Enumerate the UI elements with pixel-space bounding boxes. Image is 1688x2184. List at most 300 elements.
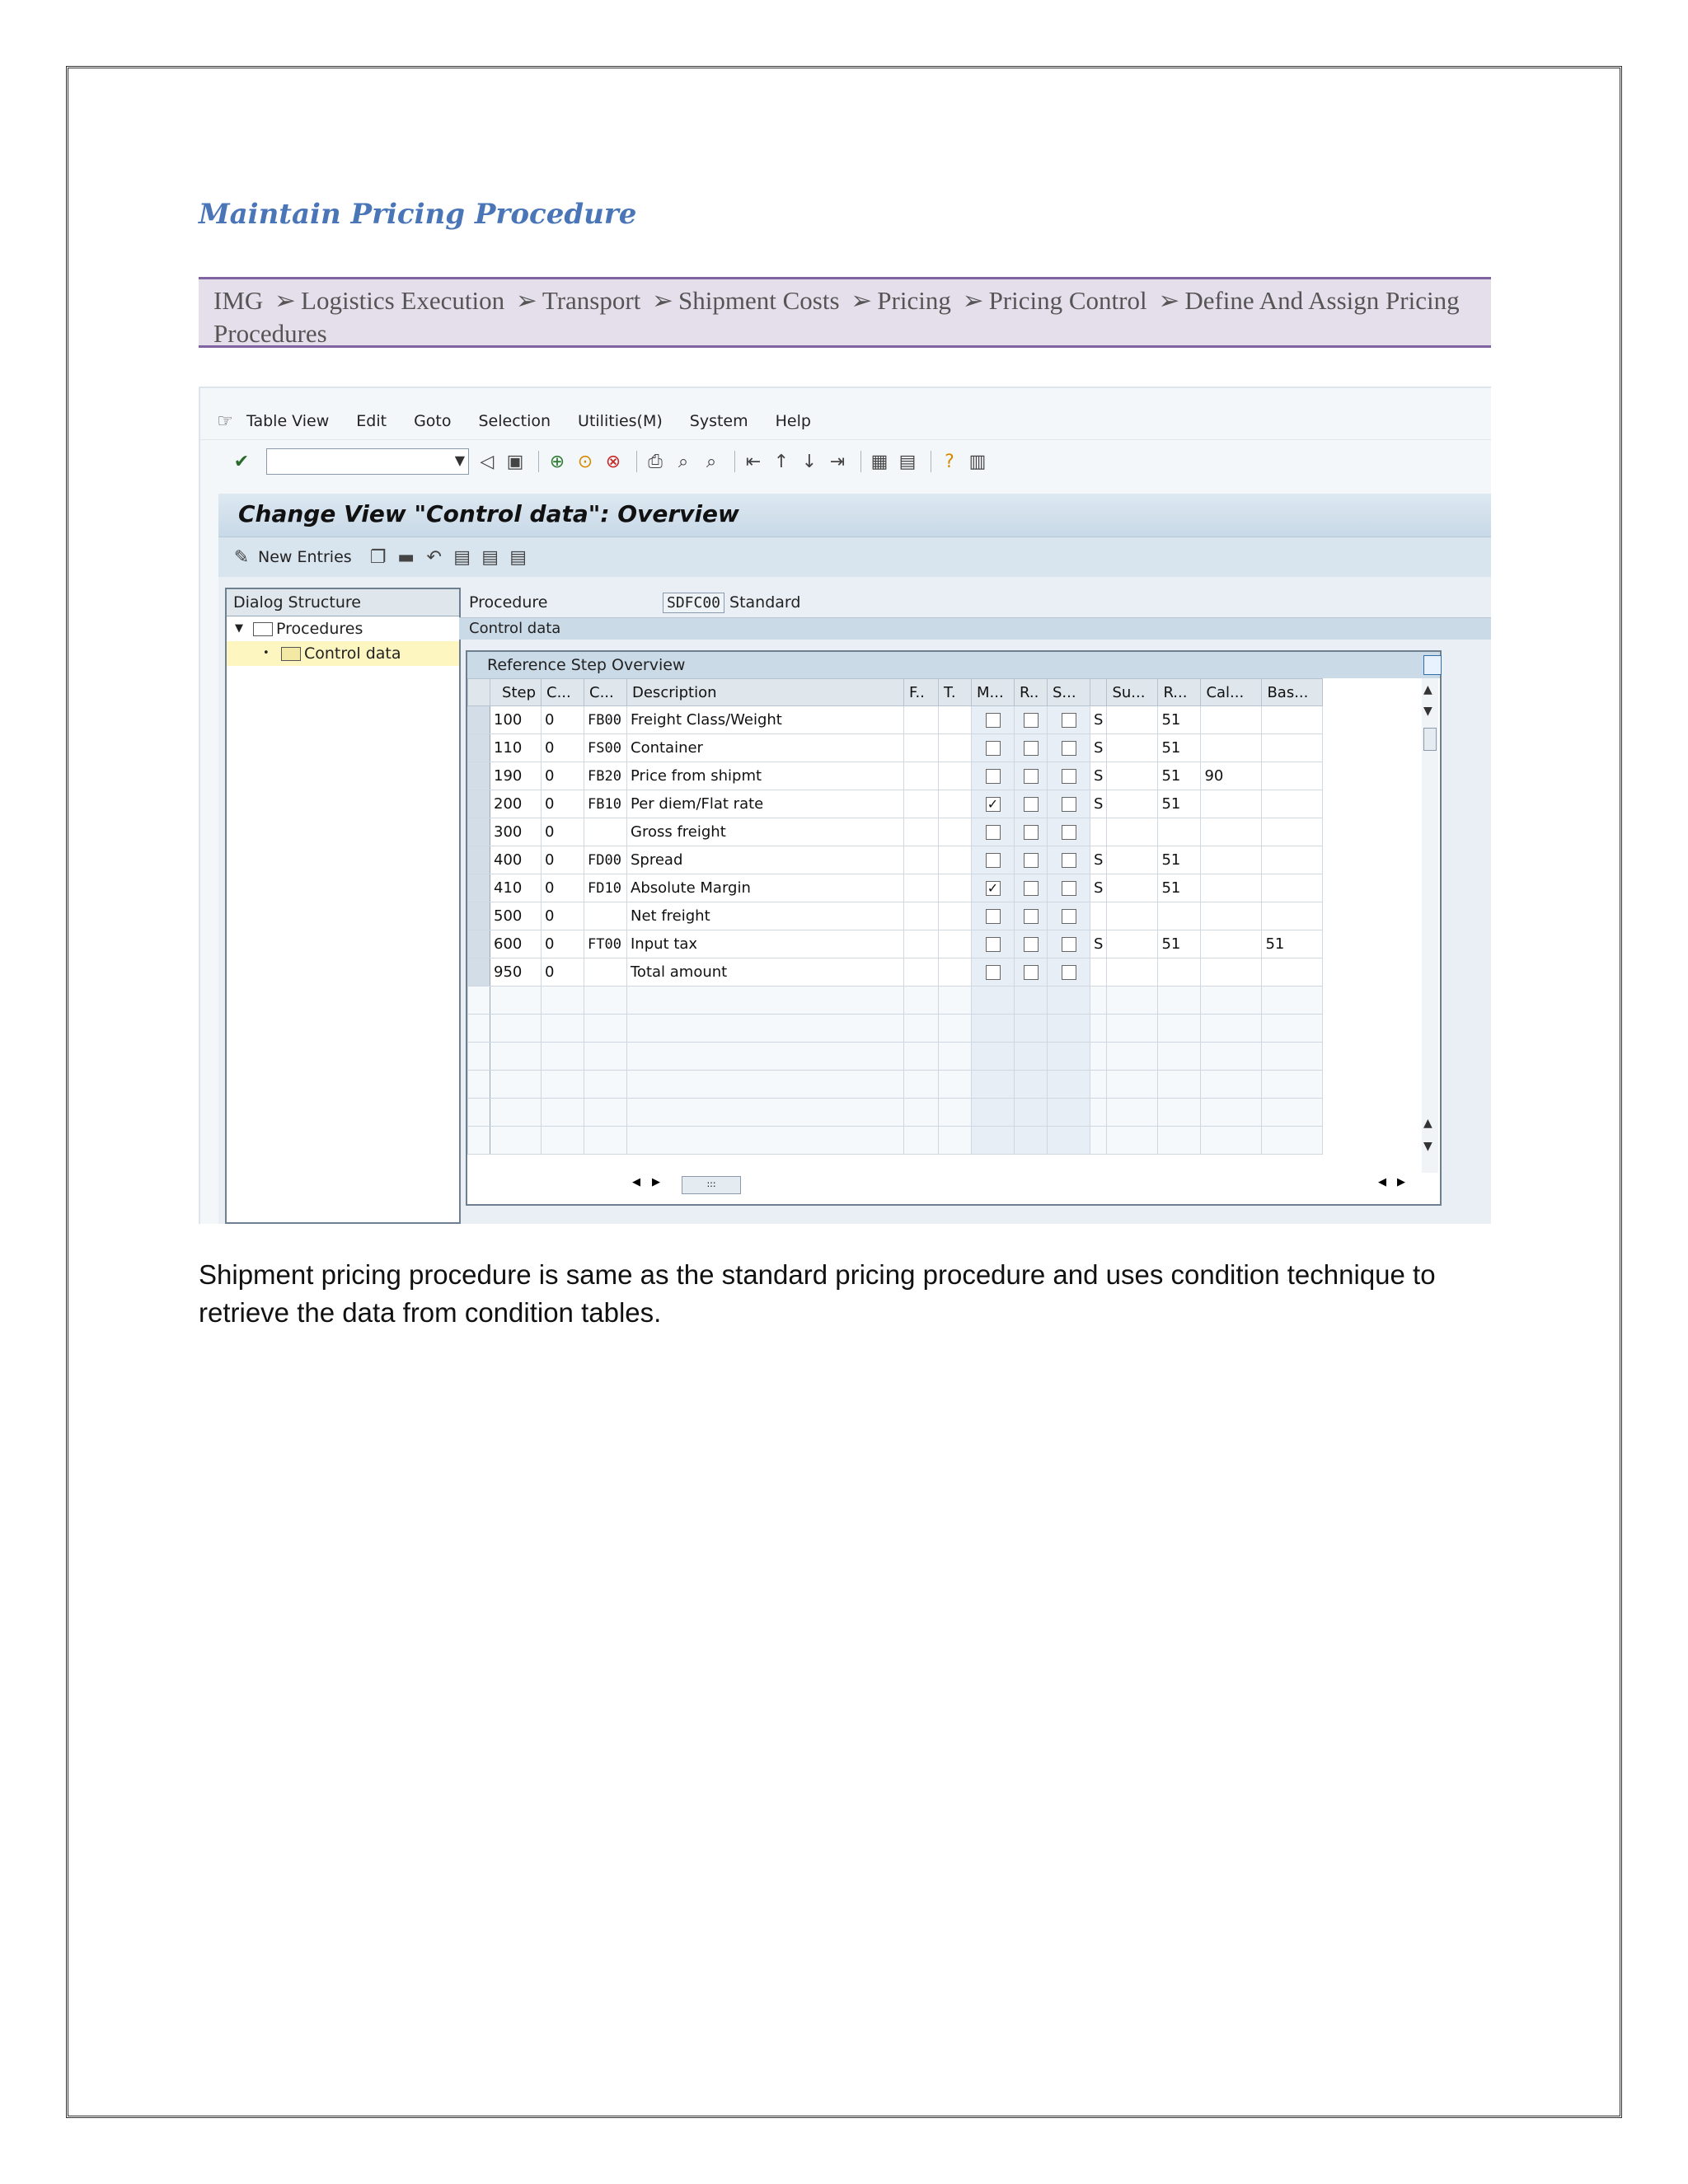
- col-header-step[interactable]: Step: [490, 679, 542, 706]
- table-row[interactable]: [468, 706, 1323, 734]
- empty-cell[interactable]: [1107, 1099, 1158, 1127]
- empty-cell[interactable]: [490, 987, 542, 1015]
- empty-cell[interactable]: [584, 1043, 627, 1071]
- save-icon[interactable]: ▣: [506, 451, 524, 472]
- subtotal-flag-cell[interactable]: S: [1090, 930, 1107, 958]
- col-header-counter[interactable]: C...: [542, 679, 584, 706]
- row-selector[interactable]: [468, 818, 490, 846]
- checkbox[interactable]: [1062, 909, 1076, 924]
- empty-cell[interactable]: [627, 1127, 904, 1155]
- subtotal-flag-cell[interactable]: S: [1090, 874, 1107, 902]
- checkbox[interactable]: [1024, 881, 1039, 896]
- row-selector[interactable]: [468, 790, 490, 818]
- empty-cell[interactable]: [468, 1043, 490, 1071]
- empty-cell[interactable]: [1201, 1071, 1262, 1099]
- row-selector[interactable]: [468, 902, 490, 930]
- scroll-right-icon[interactable]: ▶: [652, 1176, 660, 1188]
- counter-cell[interactable]: 0: [542, 790, 584, 818]
- to-cell[interactable]: [939, 734, 972, 762]
- to-cell[interactable]: [939, 930, 972, 958]
- empty-cell[interactable]: [1048, 987, 1090, 1015]
- col-header-required[interactable]: R..: [1015, 679, 1048, 706]
- scroll-page-down-icon[interactable]: ▼: [1423, 1140, 1432, 1153]
- subtotal-cell[interactable]: [1107, 734, 1158, 762]
- subtotal-cell[interactable]: [1107, 846, 1158, 874]
- subtotal-cell[interactable]: [1107, 790, 1158, 818]
- empty-cell[interactable]: [939, 1071, 972, 1099]
- counter-cell[interactable]: 0: [542, 818, 584, 846]
- condition-type-cell[interactable]: FB10: [584, 790, 627, 818]
- empty-cell[interactable]: [584, 1071, 627, 1099]
- enter-check-icon[interactable]: ✔: [233, 451, 250, 472]
- empty-cell[interactable]: [542, 1099, 584, 1127]
- table-row[interactable]: [468, 902, 1323, 930]
- empty-cell[interactable]: [542, 987, 584, 1015]
- counter-cell[interactable]: 0: [542, 734, 584, 762]
- condition-type-cell[interactable]: FB20: [584, 762, 627, 790]
- empty-cell[interactable]: [468, 1071, 490, 1099]
- from-cell[interactable]: [904, 734, 939, 762]
- empty-cell[interactable]: [1090, 1015, 1107, 1043]
- table-row[interactable]: [468, 790, 1323, 818]
- empty-cell[interactable]: [972, 1015, 1015, 1043]
- checkbox[interactable]: [1024, 797, 1039, 812]
- description-cell[interactable]: Per diem/Flat rate: [627, 790, 904, 818]
- counter-cell[interactable]: 0: [542, 846, 584, 874]
- subtotal-cell[interactable]: [1107, 706, 1158, 734]
- condition-type-cell[interactable]: [584, 818, 627, 846]
- empty-cell[interactable]: [1158, 987, 1201, 1015]
- checkbox[interactable]: [986, 937, 1001, 952]
- requirement-cell[interactable]: 51: [1158, 874, 1201, 902]
- empty-cell[interactable]: [1201, 1099, 1262, 1127]
- description-cell[interactable]: Container: [627, 734, 904, 762]
- calc-type-cell[interactable]: [1201, 874, 1262, 902]
- step-cell[interactable]: 110: [490, 734, 542, 762]
- counter-cell[interactable]: 0: [542, 706, 584, 734]
- empty-cell[interactable]: [490, 1099, 542, 1127]
- select-all-icon[interactable]: ▤: [453, 546, 471, 568]
- menu-help[interactable]: Help: [775, 412, 811, 430]
- scroll-up-icon[interactable]: ▲: [1423, 683, 1432, 696]
- row-selector[interactable]: [468, 874, 490, 902]
- table-row[interactable]: [468, 846, 1323, 874]
- empty-cell[interactable]: [1048, 1043, 1090, 1071]
- empty-cell[interactable]: [1048, 1015, 1090, 1043]
- select-block-icon[interactable]: ▤: [481, 546, 499, 568]
- empty-cell[interactable]: [1048, 1071, 1090, 1099]
- horizontal-scrollbar[interactable]: [632, 1169, 1415, 1197]
- requirement-cell[interactable]: [1158, 818, 1201, 846]
- empty-cell[interactable]: [542, 1015, 584, 1043]
- empty-cell[interactable]: [1090, 1127, 1107, 1155]
- checkbox[interactable]: [986, 713, 1001, 728]
- empty-cell[interactable]: [468, 1015, 490, 1043]
- base-type-cell[interactable]: [1262, 734, 1323, 762]
- empty-cell[interactable]: [939, 987, 972, 1015]
- last-page-icon[interactable]: ⇥: [829, 451, 846, 472]
- empty-cell[interactable]: [1158, 1015, 1201, 1043]
- requirement-cell[interactable]: 51: [1158, 846, 1201, 874]
- counter-cell[interactable]: 0: [542, 874, 584, 902]
- checkbox[interactable]: [1062, 797, 1076, 812]
- checkbox[interactable]: [1024, 713, 1039, 728]
- counter-cell[interactable]: 0: [542, 902, 584, 930]
- table-row[interactable]: [468, 930, 1323, 958]
- empty-cell[interactable]: [542, 1127, 584, 1155]
- empty-table-row[interactable]: [468, 1099, 1323, 1127]
- menu-utilities[interactable]: Utilities(M): [578, 412, 663, 430]
- from-cell[interactable]: [904, 818, 939, 846]
- dropdown-icon[interactable]: ▼: [454, 452, 465, 468]
- condition-type-cell[interactable]: [584, 958, 627, 987]
- base-type-cell[interactable]: [1262, 902, 1323, 930]
- step-cell[interactable]: 500: [490, 902, 542, 930]
- empty-cell[interactable]: [490, 1015, 542, 1043]
- empty-cell[interactable]: [1015, 1099, 1048, 1127]
- checkbox[interactable]: [1062, 741, 1076, 756]
- empty-cell[interactable]: [904, 987, 939, 1015]
- empty-cell[interactable]: [1262, 1043, 1323, 1071]
- empty-cell[interactable]: [1090, 1099, 1107, 1127]
- checkbox[interactable]: [1024, 769, 1039, 784]
- base-type-cell[interactable]: [1262, 818, 1323, 846]
- checkbox[interactable]: [986, 825, 1001, 840]
- empty-cell[interactable]: [627, 1099, 904, 1127]
- deselect-all-icon[interactable]: ▤: [509, 546, 528, 568]
- calc-type-cell[interactable]: [1201, 930, 1262, 958]
- checkbox[interactable]: [986, 853, 1001, 868]
- menu-edit[interactable]: Edit: [356, 412, 387, 430]
- exit-icon[interactable]: ⊙: [577, 451, 593, 472]
- new-session-icon[interactable]: ▦: [870, 451, 889, 472]
- calc-type-cell[interactable]: [1201, 902, 1262, 930]
- from-cell[interactable]: [904, 706, 939, 734]
- description-cell[interactable]: Absolute Margin: [627, 874, 904, 902]
- tree-node-control-data[interactable]: [227, 641, 459, 666]
- base-type-cell[interactable]: [1262, 958, 1323, 987]
- empty-cell[interactable]: [1201, 987, 1262, 1015]
- base-type-cell[interactable]: 51: [1262, 930, 1323, 958]
- base-type-cell[interactable]: [1262, 874, 1323, 902]
- empty-table-row[interactable]: [468, 1015, 1323, 1043]
- empty-cell[interactable]: [1015, 1043, 1048, 1071]
- table-row[interactable]: [468, 874, 1323, 902]
- layout-menu-icon[interactable]: ▥: [968, 451, 987, 472]
- table-row[interactable]: [468, 958, 1323, 987]
- copy-as-icon[interactable]: ❐: [369, 546, 387, 568]
- empty-cell[interactable]: [904, 1127, 939, 1155]
- expand-triangle-icon[interactable]: ▼: [235, 622, 243, 635]
- to-cell[interactable]: [939, 902, 972, 930]
- empty-table-row[interactable]: [468, 1127, 1323, 1155]
- col-header-manual[interactable]: M...: [972, 679, 1015, 706]
- step-cell[interactable]: 950: [490, 958, 542, 987]
- empty-cell[interactable]: [939, 1099, 972, 1127]
- col-header-print[interactable]: [1090, 679, 1107, 706]
- to-cell[interactable]: [939, 846, 972, 874]
- empty-cell[interactable]: [1262, 1015, 1323, 1043]
- condition-type-cell[interactable]: [584, 902, 627, 930]
- subtotal-cell[interactable]: [1107, 762, 1158, 790]
- condition-type-cell[interactable]: FS00: [584, 734, 627, 762]
- from-cell[interactable]: [904, 902, 939, 930]
- empty-cell[interactable]: [1201, 1127, 1262, 1155]
- requirement-cell[interactable]: [1158, 958, 1201, 987]
- tree-node-procedures[interactable]: [227, 616, 459, 641]
- to-cell[interactable]: [939, 706, 972, 734]
- base-type-cell[interactable]: [1262, 762, 1323, 790]
- counter-cell[interactable]: 0: [542, 762, 584, 790]
- empty-cell[interactable]: [490, 1071, 542, 1099]
- empty-cell[interactable]: [1090, 987, 1107, 1015]
- requirement-cell[interactable]: [1158, 902, 1201, 930]
- row-selector[interactable]: [468, 930, 490, 958]
- find-next-icon[interactable]: ⌕: [706, 451, 717, 472]
- empty-cell[interactable]: [1158, 1043, 1201, 1071]
- empty-cell[interactable]: [1107, 987, 1158, 1015]
- empty-cell[interactable]: [1090, 1043, 1107, 1071]
- empty-table-row[interactable]: [468, 987, 1323, 1015]
- row-selector[interactable]: [468, 958, 490, 987]
- col-header-description[interactable]: Description: [627, 679, 904, 706]
- checkbox[interactable]: [1062, 881, 1076, 896]
- empty-cell[interactable]: [627, 1015, 904, 1043]
- description-cell[interactable]: Spread: [627, 846, 904, 874]
- from-cell[interactable]: [904, 762, 939, 790]
- procedure-field[interactable]: SDFC00: [663, 593, 724, 613]
- empty-cell[interactable]: [972, 1043, 1015, 1071]
- checkbox[interactable]: [986, 769, 1001, 784]
- scroll-page-up-icon[interactable]: ▲: [1423, 1117, 1432, 1130]
- subtotal-flag-cell[interactable]: [1090, 902, 1107, 930]
- empty-cell[interactable]: [584, 987, 627, 1015]
- description-cell[interactable]: Net freight: [627, 902, 904, 930]
- base-type-cell[interactable]: [1262, 706, 1323, 734]
- scroll-left-icon[interactable]: ◀: [632, 1176, 640, 1188]
- empty-cell[interactable]: [468, 1099, 490, 1127]
- select-all-cell[interactable]: [468, 679, 490, 706]
- description-cell[interactable]: Input tax: [627, 930, 904, 958]
- requirement-cell[interactable]: 51: [1158, 790, 1201, 818]
- hscroll-thumb[interactable]: :::: [682, 1176, 741, 1194]
- previous-page-icon[interactable]: ↑: [773, 451, 790, 472]
- condition-type-cell[interactable]: FT00: [584, 930, 627, 958]
- step-cell[interactable]: 190: [490, 762, 542, 790]
- checkbox[interactable]: [986, 909, 1001, 924]
- empty-cell[interactable]: [584, 1015, 627, 1043]
- checkbox[interactable]: [986, 965, 1001, 980]
- empty-cell[interactable]: [1201, 1015, 1262, 1043]
- empty-cell[interactable]: [939, 1127, 972, 1155]
- calc-type-cell[interactable]: 90: [1201, 762, 1262, 790]
- delete-icon[interactable]: ▬: [397, 546, 415, 568]
- empty-cell[interactable]: [1015, 1071, 1048, 1099]
- counter-cell[interactable]: 0: [542, 930, 584, 958]
- empty-cell[interactable]: [904, 1099, 939, 1127]
- checkbox[interactable]: [1062, 853, 1076, 868]
- empty-cell[interactable]: [627, 1071, 904, 1099]
- empty-cell[interactable]: [939, 1043, 972, 1071]
- new-entries-button[interactable]: New Entries: [258, 548, 352, 566]
- col-header-subtotal[interactable]: Su...: [1107, 679, 1158, 706]
- checkbox[interactable]: [1024, 965, 1039, 980]
- subtotal-flag-cell[interactable]: S: [1090, 790, 1107, 818]
- requirement-cell[interactable]: 51: [1158, 706, 1201, 734]
- checkbox-checked[interactable]: ✓: [986, 881, 1001, 896]
- empty-cell[interactable]: [490, 1043, 542, 1071]
- find-icon[interactable]: ⌕: [678, 451, 689, 472]
- column-settings-icon[interactable]: [1423, 655, 1442, 675]
- vertical-scrollbar[interactable]: [1422, 678, 1438, 1173]
- empty-cell[interactable]: [972, 1071, 1015, 1099]
- menu-table-view[interactable]: Table View: [246, 412, 330, 430]
- col-header-to[interactable]: T.: [939, 679, 972, 706]
- step-cell[interactable]: 600: [490, 930, 542, 958]
- empty-cell[interactable]: [1015, 987, 1048, 1015]
- subtotal-flag-cell[interactable]: S: [1090, 846, 1107, 874]
- subtotal-flag-cell[interactable]: S: [1090, 706, 1107, 734]
- empty-cell[interactable]: [1262, 1071, 1323, 1099]
- first-page-icon[interactable]: ⇤: [745, 451, 762, 472]
- empty-cell[interactable]: [1015, 1015, 1048, 1043]
- from-cell[interactable]: [904, 790, 939, 818]
- empty-cell[interactable]: [1107, 1127, 1158, 1155]
- subtotal-flag-cell[interactable]: S: [1090, 734, 1107, 762]
- empty-cell[interactable]: [1090, 1071, 1107, 1099]
- empty-cell[interactable]: [1107, 1071, 1158, 1099]
- checkbox[interactable]: [1062, 769, 1076, 784]
- checkbox[interactable]: [1062, 937, 1076, 952]
- checkbox[interactable]: [986, 741, 1001, 756]
- empty-cell[interactable]: [468, 1127, 490, 1155]
- subtotal-cell[interactable]: [1107, 958, 1158, 987]
- undo-change-icon[interactable]: ↶: [426, 546, 442, 568]
- scroll-thumb[interactable]: [1423, 728, 1437, 751]
- empty-cell[interactable]: [468, 987, 490, 1015]
- col-header-from[interactable]: F..: [904, 679, 939, 706]
- next-page-icon[interactable]: ↓: [801, 451, 818, 472]
- help-icon[interactable]: ?: [945, 451, 954, 472]
- base-type-cell[interactable]: [1262, 790, 1323, 818]
- empty-cell[interactable]: [1015, 1127, 1048, 1155]
- step-cell[interactable]: 100: [490, 706, 542, 734]
- row-selector[interactable]: [468, 762, 490, 790]
- step-cell[interactable]: 300: [490, 818, 542, 846]
- empty-cell[interactable]: [904, 1015, 939, 1043]
- condition-type-cell[interactable]: FD00: [584, 846, 627, 874]
- col-header-base-type[interactable]: Bas...: [1262, 679, 1323, 706]
- scroll-left-icon-right[interactable]: ◀: [1378, 1176, 1386, 1188]
- col-header-calc-type[interactable]: Cal...: [1201, 679, 1262, 706]
- empty-cell[interactable]: [542, 1071, 584, 1099]
- calc-type-cell[interactable]: [1201, 734, 1262, 762]
- from-cell[interactable]: [904, 958, 939, 987]
- col-header-requirement[interactable]: R...: [1158, 679, 1201, 706]
- command-field[interactable]: [266, 448, 469, 475]
- checkbox[interactable]: [1024, 853, 1039, 868]
- to-cell[interactable]: [939, 874, 972, 902]
- calc-type-cell[interactable]: [1201, 958, 1262, 987]
- requirement-cell[interactable]: 51: [1158, 930, 1201, 958]
- empty-cell[interactable]: [1262, 1127, 1323, 1155]
- to-cell[interactable]: [939, 958, 972, 987]
- step-cell[interactable]: 200: [490, 790, 542, 818]
- table-row[interactable]: [468, 762, 1323, 790]
- subtotal-flag-cell[interactable]: [1090, 818, 1107, 846]
- table-row[interactable]: [468, 818, 1323, 846]
- description-cell[interactable]: Total amount: [627, 958, 904, 987]
- print-icon[interactable]: ⎙: [648, 451, 663, 472]
- empty-cell[interactable]: [972, 987, 1015, 1015]
- step-cell[interactable]: 400: [490, 846, 542, 874]
- empty-cell[interactable]: [542, 1043, 584, 1071]
- back-arrow-icon[interactable]: ◁: [480, 451, 495, 472]
- subtotal-flag-cell[interactable]: [1090, 958, 1107, 987]
- step-cell[interactable]: 410: [490, 874, 542, 902]
- empty-cell[interactable]: [1158, 1099, 1201, 1127]
- calc-type-cell[interactable]: [1201, 706, 1262, 734]
- checkbox[interactable]: [1062, 713, 1076, 728]
- table-row[interactable]: [468, 734, 1323, 762]
- empty-cell[interactable]: [584, 1099, 627, 1127]
- back-icon[interactable]: ⊕: [549, 451, 565, 472]
- empty-cell[interactable]: [584, 1127, 627, 1155]
- subtotal-cell[interactable]: [1107, 818, 1158, 846]
- row-selector[interactable]: [468, 706, 490, 734]
- col-header-statistical[interactable]: S...: [1048, 679, 1090, 706]
- empty-cell[interactable]: [1107, 1015, 1158, 1043]
- base-type-cell[interactable]: [1262, 846, 1323, 874]
- from-cell[interactable]: [904, 846, 939, 874]
- requirement-cell[interactable]: 51: [1158, 734, 1201, 762]
- empty-cell[interactable]: [1201, 1043, 1262, 1071]
- from-cell[interactable]: [904, 930, 939, 958]
- to-cell[interactable]: [939, 818, 972, 846]
- checkbox[interactable]: [1024, 825, 1039, 840]
- empty-cell[interactable]: [1158, 1071, 1201, 1099]
- empty-table-row[interactable]: [468, 1043, 1323, 1071]
- condition-type-cell[interactable]: FD10: [584, 874, 627, 902]
- empty-cell[interactable]: [904, 1043, 939, 1071]
- counter-cell[interactable]: 0: [542, 958, 584, 987]
- empty-cell[interactable]: [1107, 1043, 1158, 1071]
- new-entries-icon[interactable]: ✎: [233, 546, 250, 568]
- subtotal-cell[interactable]: [1107, 874, 1158, 902]
- checkbox[interactable]: [1024, 741, 1039, 756]
- requirement-cell[interactable]: 51: [1158, 762, 1201, 790]
- checkbox-checked[interactable]: ✓: [986, 797, 1001, 812]
- to-cell[interactable]: [939, 790, 972, 818]
- description-cell[interactable]: Gross freight: [627, 818, 904, 846]
- calc-type-cell[interactable]: [1201, 790, 1262, 818]
- subtotal-flag-cell[interactable]: S: [1090, 762, 1107, 790]
- empty-cell[interactable]: [1262, 1099, 1323, 1127]
- scroll-right-icon-right[interactable]: ▶: [1397, 1176, 1405, 1188]
- empty-cell[interactable]: [939, 1015, 972, 1043]
- col-header-condition-type[interactable]: C...: [584, 679, 627, 706]
- empty-cell[interactable]: [972, 1099, 1015, 1127]
- row-selector[interactable]: [468, 846, 490, 874]
- checkbox[interactable]: [1062, 965, 1076, 980]
- shortcut-icon[interactable]: ▤: [898, 451, 917, 472]
- row-selector[interactable]: [468, 734, 490, 762]
- empty-cell[interactable]: [1158, 1127, 1201, 1155]
- menu-selection[interactable]: Selection: [478, 412, 551, 430]
- checkbox[interactable]: [1062, 825, 1076, 840]
- empty-cell[interactable]: [972, 1127, 1015, 1155]
- empty-table-row[interactable]: [468, 1071, 1323, 1099]
